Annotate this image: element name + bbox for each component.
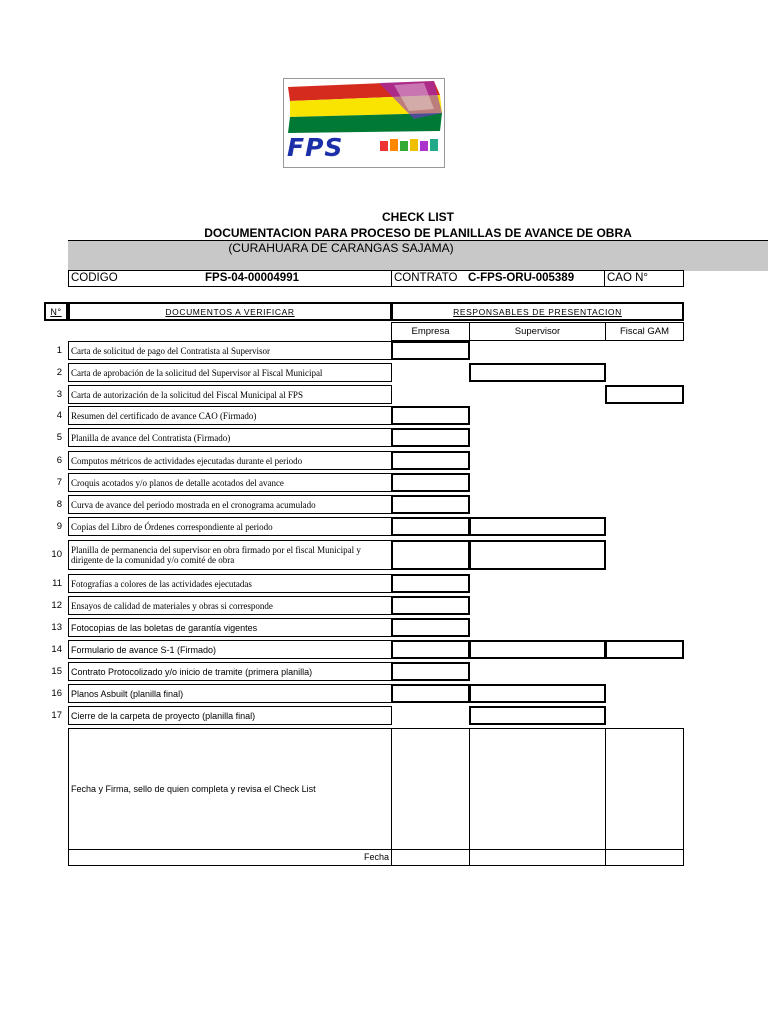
row-number: 11	[52, 577, 62, 589]
row-number: 7	[56, 476, 62, 488]
fecha-fiscal[interactable]	[605, 849, 684, 866]
supervisor-checkbox[interactable]	[469, 684, 606, 703]
empresa-checkbox[interactable]	[391, 684, 470, 703]
num-header: N°	[44, 302, 68, 321]
documents-header: DOCUMENTOS A VERIFICAR	[68, 302, 392, 321]
document-title: CHECK LIST	[382, 210, 454, 224]
row-number: 15	[51, 665, 62, 677]
row-number: 1	[56, 344, 62, 356]
document-item: Croquis acotados y/o planos de detalle acotados del avance	[68, 473, 392, 492]
row-number: 9	[56, 520, 62, 532]
fiscal-checkbox[interactable]	[605, 385, 684, 404]
supervisor-header: Supervisor	[469, 322, 606, 341]
empresa-checkbox[interactable]	[391, 406, 470, 425]
responsables-header: RESPONSABLES DE PRESENTACION	[391, 302, 684, 321]
supervisor-checkbox[interactable]	[469, 640, 606, 659]
document-item: Planos Asbuilt (planilla final)	[68, 684, 392, 703]
codigo-label: CODIGO	[71, 272, 118, 284]
signature-empresa[interactable]	[391, 728, 470, 850]
fps-logo	[283, 78, 445, 168]
row-number: 10	[51, 549, 62, 560]
signature-fiscal[interactable]	[605, 728, 684, 850]
supervisor-checkbox[interactable]	[469, 517, 606, 536]
row-number: 2	[56, 366, 62, 378]
empresa-checkbox[interactable]	[391, 540, 470, 570]
fecha-label: Fecha	[68, 849, 392, 866]
codigo-field	[68, 270, 392, 287]
document-item: Resumen del certificado de avance CAO (Firmado)	[68, 406, 392, 425]
document-item: Computos métricos de actividades ejecutadas durante el periodo	[68, 451, 392, 470]
empresa-checkbox[interactable]	[391, 574, 470, 593]
cao-label: CAO N°	[607, 272, 649, 284]
empresa-checkbox[interactable]	[391, 473, 470, 492]
contrato-label: CONTRATO	[394, 272, 458, 284]
empresa-checkbox[interactable]	[391, 451, 470, 470]
document-item: Carta de aprobación de la solicitud del Supervisor al Fiscal Municipal	[68, 363, 392, 382]
empresa-checkbox[interactable]	[391, 618, 470, 637]
fecha-supervisor[interactable]	[469, 849, 606, 866]
empresa-checkbox[interactable]	[391, 517, 470, 536]
document-item: Ensayos de calidad de materiales y obras si corresponde	[68, 596, 392, 615]
empresa-checkbox[interactable]	[391, 640, 470, 659]
document-item: Fotografías a colores de las actividades ejecutadas	[68, 574, 392, 593]
row-number: 8	[56, 498, 62, 510]
supervisor-checkbox[interactable]	[469, 706, 606, 725]
row-number: 3	[56, 388, 62, 400]
document-item: Contrato Protocolizado y/o inicio de tramite (primera planilla)	[68, 662, 392, 681]
fiscal-header: Fiscal GAM	[605, 322, 684, 341]
row-number: 5	[56, 431, 62, 443]
row-number: 16	[51, 687, 62, 699]
contrato-value: C-FPS-ORU-005389	[468, 272, 575, 284]
document-item: Fotocopias de las boletas de garantía vigentes	[68, 618, 392, 637]
logo-text: FPS	[287, 133, 344, 162]
document-subtitle: DOCUMENTACION PARA PROCESO DE PLANILLAS DE AVANCE DE OBRA	[204, 226, 632, 240]
document-item: Curva de avance del periodo mostrada en el cronograma acumulado	[68, 495, 392, 514]
signature-supervisor[interactable]	[469, 728, 606, 850]
document-item: Planilla de permanencia del supervisor en obra firmado por el fiscal Municipal y dirigente de la comunidad y/o comité de obra	[68, 540, 392, 570]
empresa-checkbox[interactable]	[391, 428, 470, 447]
project-location: (CURAHUARA DE CARANGAS SAJAMA)	[228, 241, 454, 255]
fiscal-checkbox[interactable]	[605, 640, 684, 659]
document-item: Copias del Libro de Órdenes correspondiente al periodo	[68, 517, 392, 536]
row-number: 13	[51, 621, 62, 633]
row-number: 14	[51, 643, 62, 655]
document-item: Formulario de avance S-1 (Firmado)	[68, 640, 392, 659]
cao-field	[604, 270, 684, 287]
document-item: Carta de autorización de la solicitud del Fiscal Municipal al FPS	[68, 385, 392, 404]
document-item: Cierre de la carpeta de proyecto (planilla final)	[68, 706, 392, 725]
signature-label: Fecha y Firma, sello de quien completa y revisa el Check List	[68, 728, 392, 850]
contrato-field	[391, 270, 605, 287]
empresa-header: Empresa	[391, 322, 470, 341]
document-item: Planilla de avance del Contratista (Firmado)	[68, 428, 392, 447]
empresa-checkbox[interactable]	[391, 495, 470, 514]
row-number: 12	[51, 599, 62, 611]
row-number: 6	[56, 454, 62, 466]
empresa-checkbox[interactable]	[391, 341, 470, 360]
document-item: Carta de solicitud de pago del Contratista al Supervisor	[68, 341, 392, 360]
empresa-checkbox[interactable]	[391, 596, 470, 615]
supervisor-checkbox[interactable]	[469, 540, 606, 570]
row-number: 17	[51, 709, 62, 721]
row-number: 4	[56, 409, 62, 421]
codigo-value: FPS-04-00004991	[205, 272, 299, 284]
empresa-checkbox[interactable]	[391, 662, 470, 681]
fecha-empresa[interactable]	[391, 849, 470, 866]
supervisor-checkbox[interactable]	[469, 363, 606, 382]
